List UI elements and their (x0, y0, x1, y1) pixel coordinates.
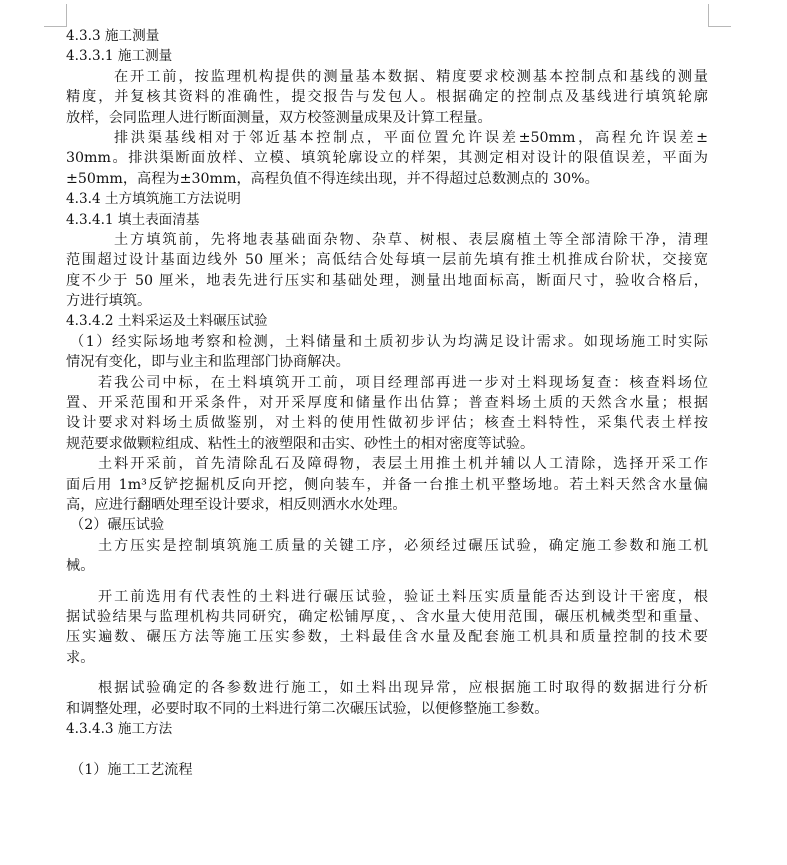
paragraph-line: 和调整处理，必要时取不同的土料进行第二次碾压试验，以便修整施工参数。 (66, 700, 549, 717)
paragraph-line: 30mm。排洪渠断面放样、立模、填筑轮廓设立的样架，其测定相对设计的限值误差，平面为 (66, 150, 708, 167)
paragraph-line: 在开工前，按监理机构提供的测量基本数据、精度要求校测基本控制点和基线的测量 (114, 68, 708, 85)
paragraph-spacer (66, 739, 708, 759)
paragraph-line: 精度，并复核其资料的准确性，提交报告与发包人。根据确定的控制点及基线进行填筑轮廓 (66, 89, 708, 106)
paragraph-line: 面后用 1m³反铲挖掘机反向开挖，侧向装车，并备一台推土机平整场地。若土料天然含水量偏 (66, 476, 708, 493)
paragraph-line: 规范要求做颗粒组成、粘性土的液塑限和击实、砂性土的相对密度等试验。 (66, 435, 535, 452)
paragraph-line: 根据试验确定的各参数进行施工，如土料出现异常，应根据施工时取得的数据进行分析 (98, 680, 708, 697)
paragraph-line: 度不少于 50 厘米，地表先进行压实和基础处理，测量出地面标高，断面尺寸，验收合格后， (66, 272, 708, 289)
paragraph-line: 方进行填筑。 (66, 293, 152, 310)
paragraph-line: 范围超过设计基面边线外 50 厘米；高低结合处每填一层前先填有推土机推成台阶状，交接宽 (66, 252, 708, 269)
paragraph-line: （1）经实际场地考察和检测，土料储量和土质初步认为均满足设计需求。如现场施工时实际 (70, 333, 708, 350)
paragraph-spacer (66, 668, 708, 678)
list-heading: （2）碾压试验 (70, 517, 165, 534)
section-heading: 4.3.3 施工测量 (66, 28, 160, 44)
paragraph-line: 放样，会同监理人进行断面测量，双方校签测量成果及计算工程量。 (66, 109, 492, 126)
subsection-heading: 4.3.4.3 施工方法 (66, 720, 173, 737)
paragraph-line: 土方填筑前，先将地表基础面杂物、杂草、树根、表层腐植土等全部清除干净，清理 (114, 231, 708, 248)
paragraph-line: ±50mm，高程为±30mm，高程负值不得连续出现，并不得超过总数测点的 30%。 (66, 170, 599, 187)
paragraph-line: 据试验结果与监理机构共同研究，确定松铺厚度，、含水量大使用范围，碾压机械类型和重量、 (66, 608, 708, 625)
crop-mark-top-right (708, 4, 731, 27)
section-heading: 4.3.4 土方填筑施工方法说明 (66, 191, 241, 208)
crop-mark-top-left (44, 4, 67, 27)
paragraph-line: 高，应进行翻晒处理至设计要求，相反则洒水水处理。 (66, 496, 407, 513)
paragraph-line: 求。 (66, 649, 95, 666)
list-heading: （1）施工工艺流程 (70, 761, 193, 778)
subsection-heading: 4.3.4.1 填土表面清基 (66, 211, 200, 228)
paragraph-line: 排洪渠基线相对于邻近基本控制点，平面位置允许误差±50mm，高程允许误差± (114, 129, 708, 146)
subsection-heading: 4.3.3.1 施工测量 (66, 48, 173, 65)
paragraph-line: 土料开采前，首先清除乱石及障碍物，表层土用推土机并辅以人工清除，选择开采工作 (98, 456, 708, 473)
paragraph-line: 压实遍数、碾压方法等施工压实参数，土料最佳含水量及配套施工机具和质量控制的技术要 (66, 629, 708, 646)
paragraph-line: 设计要求对料场土质做鉴别，对土料的使用性做初步评估；核查土料特性，采集代表土样按 (66, 415, 708, 432)
paragraph-line: 械。 (66, 558, 95, 575)
paragraph-line: 若我公司中标，在土料填筑开工前，项目经理部再进一步对土料现场复查：核查料场位 (98, 374, 708, 391)
paragraph-line: 开工前选用有代表性的土料进行碾压试验，验证土料压实质量能否达到设计干密度，根 (98, 588, 708, 605)
document-body (66, 26, 708, 780)
paragraph-line: 置、开采范围和开采条件，对开采厚度和储量作出估算；普查料场土质的天然含水量；根据 (66, 395, 708, 412)
paragraph-line: 情况有变化，即与业主和监理部门协商解决。 (66, 354, 350, 371)
subsection-heading: 4.3.4.2 土料采运及土料碾压试验 (66, 313, 268, 330)
paragraph-spacer (66, 577, 708, 587)
paragraph-line: 土方压实是控制填筑施工质量的关键工序，必须经过碾压试验，确定施工参数和施工机 (98, 537, 708, 554)
